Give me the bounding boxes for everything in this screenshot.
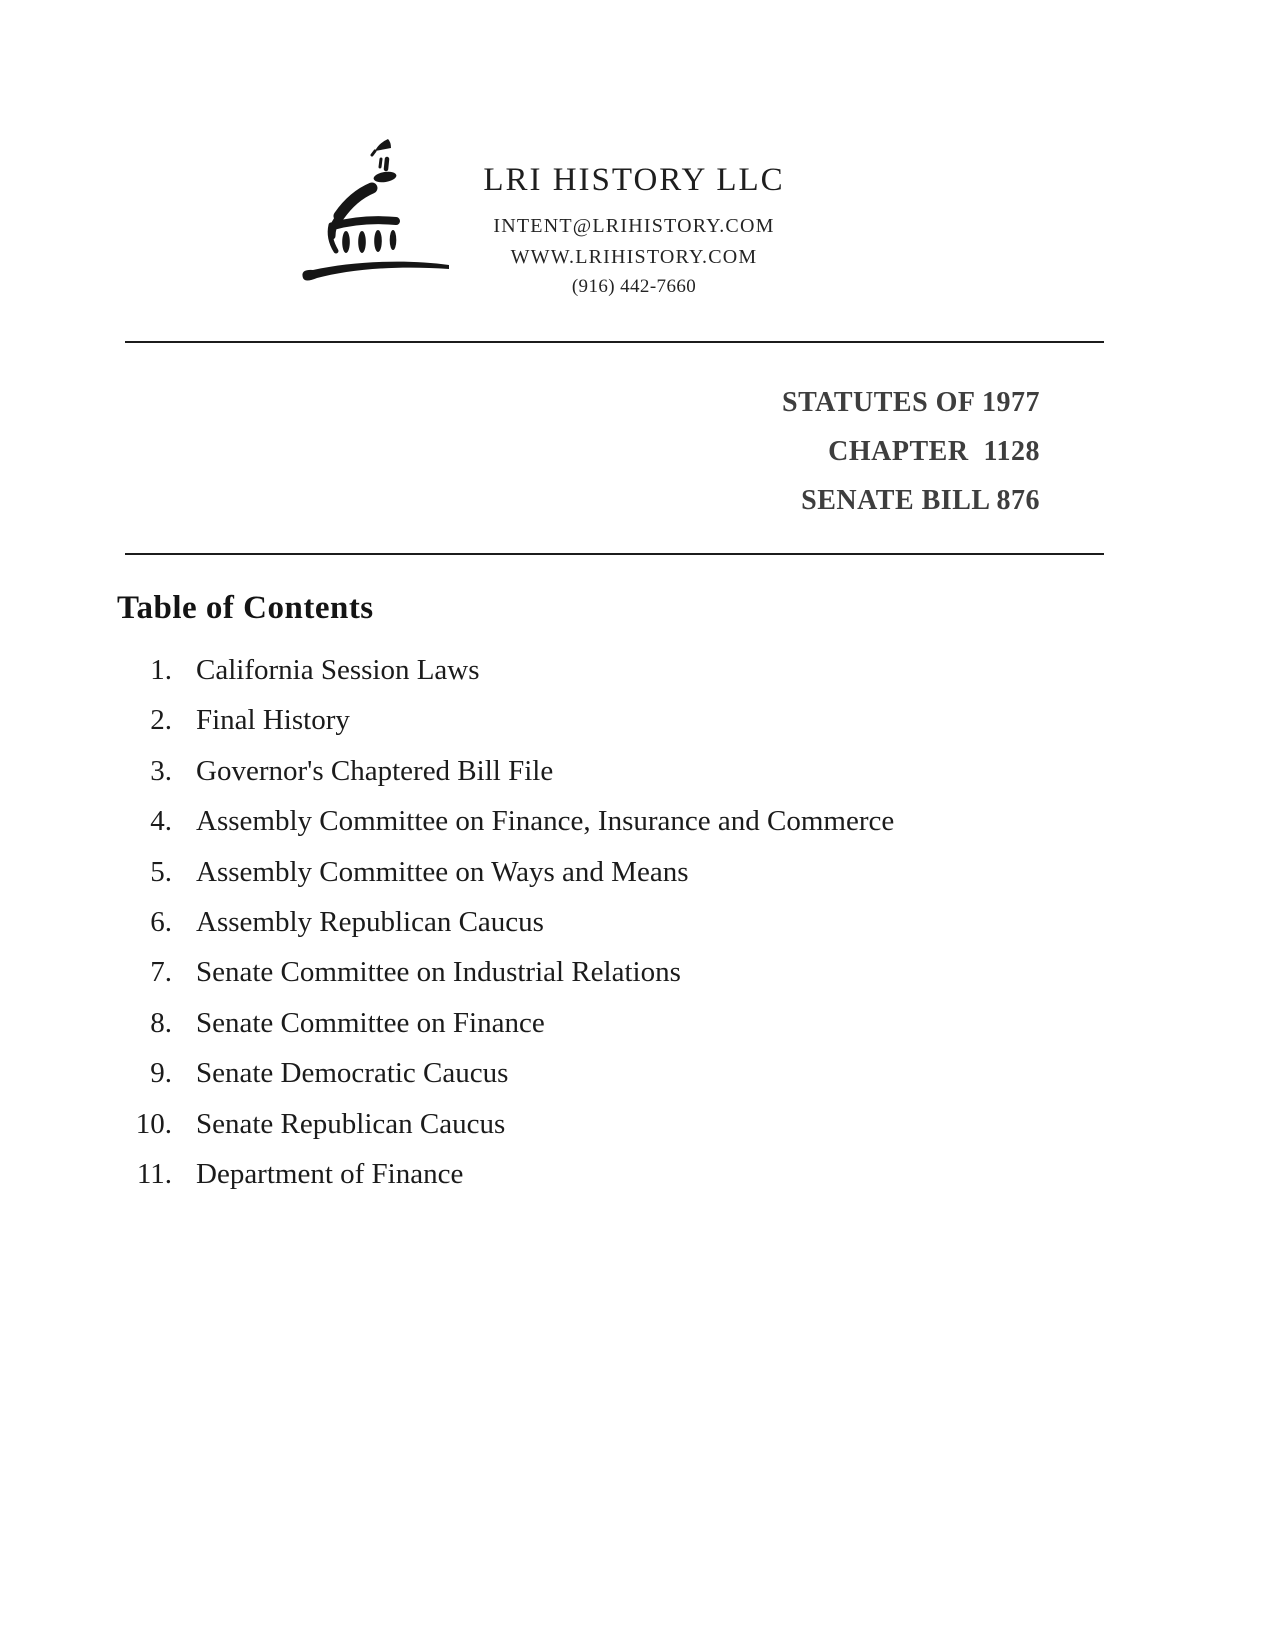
- toc-item-label: Senate Committee on Finance: [196, 1006, 545, 1039]
- toc-list: [117, 654, 1117, 1208]
- toc-item-number: 11.: [136, 1157, 172, 1190]
- toc-item-number: 2.: [150, 704, 172, 737]
- toc-item-number: 4.: [150, 805, 172, 838]
- toc-heading: Table of Contents: [117, 590, 374, 626]
- toc-item-label: Department of Finance: [196, 1157, 464, 1190]
- toc-item: [117, 956, 1117, 989]
- toc-item: [117, 1108, 1117, 1141]
- toc-item-label: Assembly Committee on Finance, Insurance and Commerce: [196, 805, 895, 838]
- toc-item: [117, 1057, 1117, 1090]
- toc-item-label: Assembly Republican Caucus: [196, 905, 544, 938]
- toc-item-number: 8.: [150, 1006, 172, 1039]
- phone-text: (916) 442-7660: [571, 276, 697, 297]
- toc-item-label: Assembly Committee on Ways and Means: [196, 855, 689, 888]
- website-text: WWW.LRIHISTORY.COM: [510, 245, 758, 268]
- company-name: LRI HISTORY LLC: [483, 162, 785, 198]
- toc-item: [117, 704, 1117, 737]
- divider-top: [125, 341, 1104, 343]
- toc-item-number: 10.: [135, 1107, 172, 1140]
- divider-bottom: [125, 553, 1104, 555]
- toc-item: [117, 654, 1117, 687]
- toc-item-number: 9.: [150, 1057, 172, 1090]
- toc-item: [117, 1158, 1117, 1191]
- toc-item-label: Governor's Chaptered Bill File: [196, 754, 554, 787]
- toc-item-label: Final History: [196, 704, 350, 737]
- toc-item: [117, 856, 1117, 889]
- toc-item-number: 5.: [150, 855, 172, 888]
- toc-item-label: Senate Committee on Industrial Relations: [196, 956, 681, 989]
- statute-reference-block: [782, 378, 1040, 525]
- toc-item-number: 6.: [150, 905, 172, 938]
- chapter-line: CHAPTER 1128: [828, 436, 1040, 467]
- senate-bill-line: SENATE BILL 876: [801, 485, 1040, 516]
- toc-item-label: Senate Democratic Caucus: [196, 1057, 509, 1090]
- toc-item: [117, 906, 1117, 939]
- toc-item: [117, 755, 1117, 788]
- toc-item-number: 1.: [150, 654, 172, 686]
- toc-item-number: 7.: [150, 956, 172, 989]
- toc-item-label: California Session Laws: [196, 654, 480, 686]
- statutes-line: STATUTES OF 1977: [782, 387, 1040, 418]
- toc-item: [117, 805, 1117, 838]
- contact-block: [420, 211, 848, 303]
- email-text: INTENT@LRIHISTORY.COM: [493, 215, 775, 237]
- toc-item-label: Senate Republican Caucus: [196, 1107, 506, 1140]
- toc-item-number: 3.: [150, 754, 172, 787]
- toc-item: [117, 1007, 1117, 1040]
